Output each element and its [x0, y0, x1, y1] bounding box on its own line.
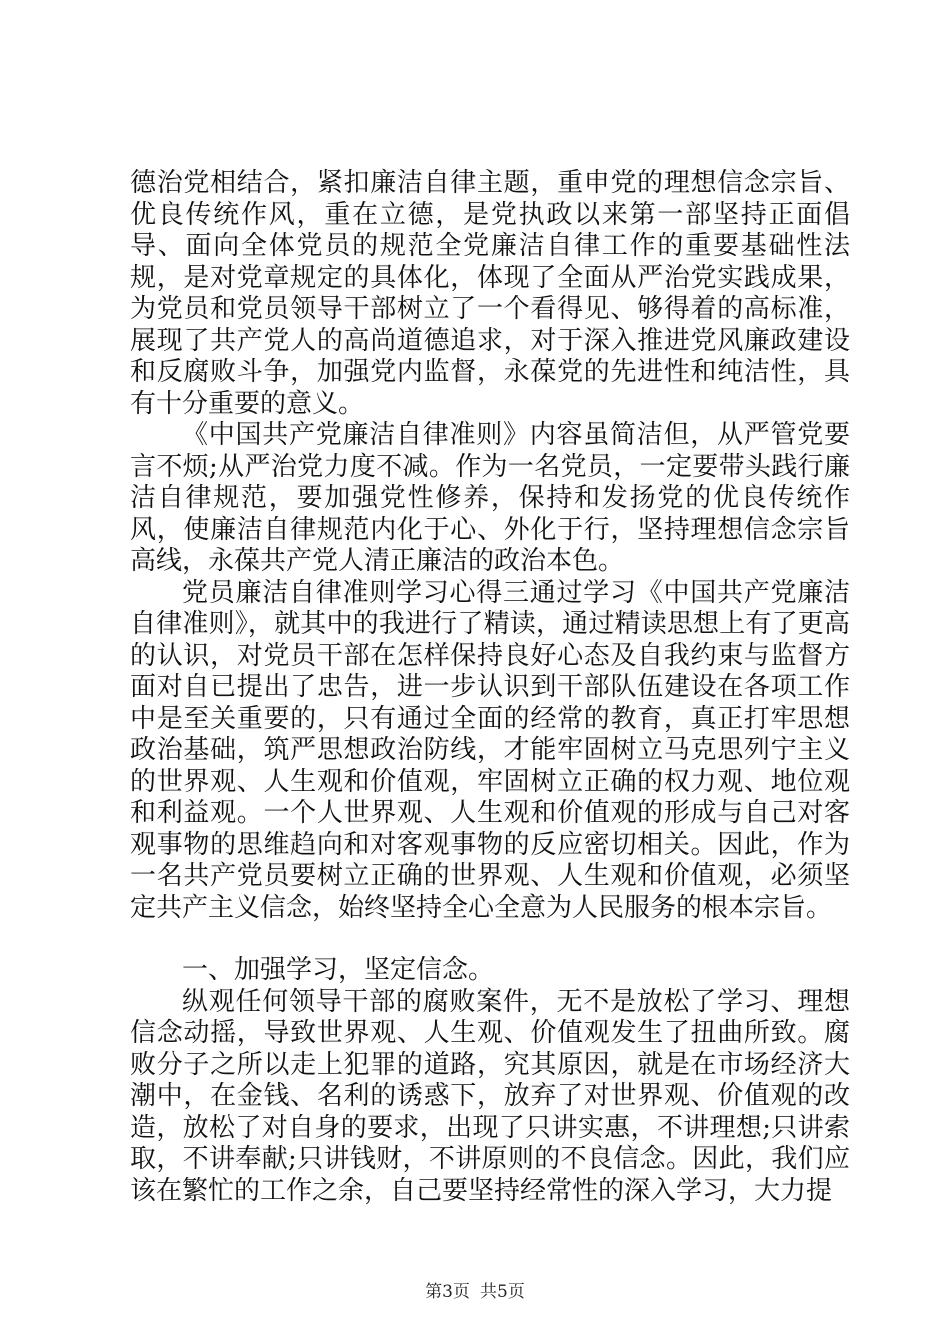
document-body — [130, 168, 850, 1207]
section-heading: 一、加强学习，坚定信念。 — [182, 955, 495, 985]
paragraph-spacer — [130, 924, 850, 955]
page-total: 共5页 — [480, 1282, 525, 1302]
page-footer — [0, 1281, 950, 1303]
paragraph-2: 《中国共产党廉洁自律准则》内容虽简洁但，从严管党要言不烦;从严治党力度不减。作为一名党员，一定要带头践行廉洁自律规范，要加强党性修养，保持和发扬党的优良传统作风，使廉洁自律规范内化于心、外化于行，坚持理想信念宗旨高线，永葆共产党人清正廉洁的政治本色。 — [130, 420, 850, 576]
paragraph-1: 德治党相结合，紧扣廉洁自律主题，重申党的理想信念宗旨、优良传统作风，重在立德，是党执政以来第一部坚持正面倡导、面向全体党员的规范全党廉洁自律工作的重要基础性法规，是对党章规定的具体化，体现了全面从严治党实践成果，为党员和党员领导干部树立了一个看得见、够得着的高标准，展现了共产党人的高尚道德追求，对于深入推进党风廉政建设和反腐败斗争，加强党内监督，永葆党的先进性和纯洁性，具有十分重要的意义。 — [130, 168, 850, 419]
paragraph-4: 纵观任何领导干部的腐败案件，无不是放松了学习、理想信念动摇，导致世界观、人生观、价值观发生了扭曲所致。腐败分子之所以走上犯罪的道路，究其原因，就是在市场经济大潮中，在金钱、名利的诱惑下，放弃了对世界观、价值观的改造，放松了对自身的要求，出现了只讲实惠，不讲理想;只讲索取，不讲奉献;只讲钱财，不讲原则的不良信念。因此，我们应该在繁忙的工作之余，自己要坚持经常性的深入学习，大力提 — [130, 986, 850, 1206]
page-number: 第3页 — [425, 1282, 470, 1302]
paragraph-3: 党员廉洁自律准则学习心得三通过学习《中国共产党廉洁自律准则》，就其中的我进行了精读，通过精读思想上有了更高的认识，对党员干部在怎样保持良好心态及自我约束与监督方面对自已提出了忠告，进一步认识到干部队伍建设在各项工作中是至关重要的，只有通过全面的经常的教育，真正打牢思想政治基础，筑严思想政治防线，才能牢固树立马克思列宁主义的世界观、人生观和价值观，牢固树立正确的权力观、地位观和利益观。一个人世界观、人生观和价值观的形成与自己对客观事物的思维趋向和对客观事物的反应密切相关。因此，作为一名共产党员要树立正确的世界观、人生观和价值观，必须坚定共产主义信念，始终坚持全心全意为人民服务的根本宗旨。 — [130, 577, 850, 923]
